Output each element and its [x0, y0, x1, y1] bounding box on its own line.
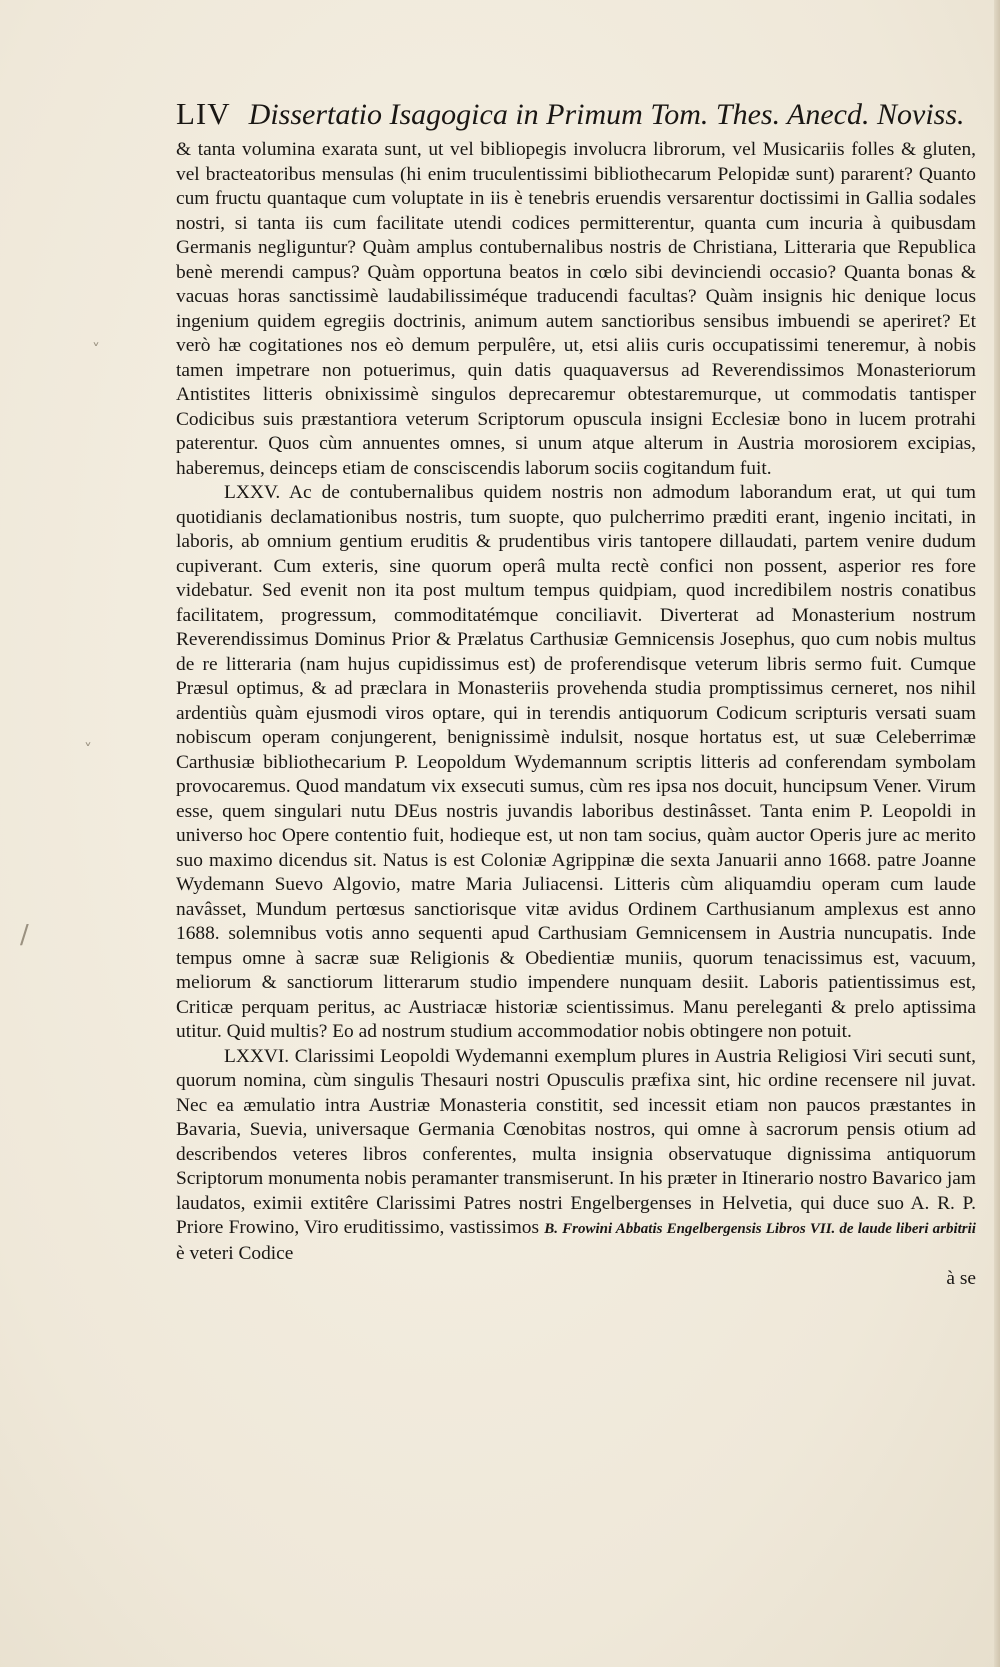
paragraph-tail: è veteri Codice — [176, 1242, 294, 1264]
body-text — [176, 138, 976, 1266]
running-title: Dissertatio Isagogica in Primum Tom. Thes. Anecd. Noviss. — [248, 98, 965, 131]
folio-number: LIV — [176, 96, 231, 131]
margin-mark: ˅ — [84, 740, 92, 759]
paragraph-last — [176, 1045, 976, 1267]
inline-book-title: B. Frowini Abbatis Engelbergensis Libros VII. de laude liberi arbitrii — [544, 1221, 976, 1237]
margin-mark: ˅ — [92, 340, 100, 359]
paragraph: & tanta volumina exarata sunt, ut vel bibliopegis involucra librorum, vel Musicariis folles & gluten, vel bracteatoribus mensulas (hi enim truculentissimi bibliothecarum Pelopidæ sunt) pararent? Quanto cum fructu quantaque cum voluptate in iis è tenebris eruendis versarentur doctissimi in Gallia sodales nostri, si tanta iis cum facilitate utendi codices permitterentur, quanta cum incuria à quibusdam Germanis negliguntur? Quàm amplus contubernalibus nostris de Christiana, Litteraria que Republica benè merendi campus? Quàm opportuna beatos in cœlo sibi devinciendi occasio? Quanta bonas & vacuas horas sanctissimè laudabilissiméque traducendi facultas? Quàm insignis hic denique locus ingenium quidem egregiis doctrinis, animum autem sanctioribus sensibus imbuendi se aperiret? Et verò hæ cogitationes nos eò demum perpulêre, ut, etsi aliis curis occupatissimi teneremur, à nobis tamen impetrare non potuerimus, quin datis quaquaversus ad Reverendissimos Monasteriorum Antistites litteris obnixissimè singulos deprecaremur obtestaremurque, ut commodatis tantisper Codicibus suis præstantiora veterum Scriptorum opuscula insigni Ecclesiæ bono in lucem protrahi paterentur. Quos cùm annuentes omnes, si unum atque alterum in Austria morosiorem excipias, haberemus, deinceps etiam de consciscendis laborum sociis cogitandum fuit. — [176, 139, 976, 479]
paragraph-text: LXXVI. Clarissimi Leopoldi Wydemanni exemplum plures in Austria Religiosi Viri secuti sunt, quorum nomina, cùm singulis Thesauri nostri Opusculis præfixa sint, hic ordine recensere nil juvat. Nec ea æmulatio intra Austriæ Monasteria constitit, sed incessit etiam non paucos præstantes in Bavaria, Suevia, universaque Germania Cœnobitas nostros, qui omne à sacrorum pensis otium ad describendos veteres libros conferentes, multa insignia observatuque dignissima antiquorum Scriptorum monumenta nobis peramanter transmiserunt. In his præter in Itinerario nostro Bavarico jam laudatos, eximii extitêre Clarissimi Patres nostri Engelbergenses in Helvetia, qui duce suo A. R. P. Priore Frowino, Viro eruditissimo, vastissimos — [176, 1045, 976, 1238]
margin-mark: / — [20, 920, 29, 950]
running-head — [176, 96, 976, 132]
text-page — [176, 96, 976, 1290]
catchword: à se — [946, 1268, 976, 1289]
paragraph: LXXV. Ac de contubernalibus quidem nostris non admodum laborandum erat, ut qui tum quotidianis declamationibus nostris, tum suopte, quo pulcherrimo præditi erant, ingenio incitati, in laboris, ab omnium gentium eruditis & prudentibus viris tantopere dillaudati, partem venire dudum cupiverant. Cum exteris, sine quorum operâ multa rectè confici non possent, asperior res fore videbatur. Sed evenit non ita post multum tempus quidpiam, quod incredibilem nostris conatibus facilitatem, progressum, commoditatémque conciliavit. Diverterat ad Monasterium nostrum Reverendissimus Dominus Prior & Prælatus Carthusiæ Gemnicensis Josephus, quo cum nobis multus de re litteraria (nam hujus cupidissimus est) de proferendisque veterum libris sermo fuit. Cumque Præsul optimus, & ad præclara in Monasteriis provehenda studia promptissimus cerneret, nos nihil ardentiùs quàm ejusmodi viros optare, qui in terendis antiquorum Codicum scripturis versati suam nobiscum operam conjungerent, benignissimè indulsit, nosque hortatus est, ut suæ Celeberrimæ Carthusiæ bibliothecarium P. Leopoldum Wydemannum scriptis litteris ad conferendam symbolam provocaremus. Quod mandatum vix exsecuti sumus, cùm res ipsa nos docuit, huncipsum Vener. Virum esse, quem singulari nutu DEus nostris juvandis laboribus destinâsset. Tanta enim P. Leopoldi in universo hoc Opere contentio fuit, hodieque est, ut non tam socius, quàm auctor Operis jure ac merito suo maximo dicendus sit. Natus is est Coloniæ Agrippinæ die sexta Januarii anno 1668. patre Joanne Wydemann Suevo Algovio, matre Maria Juliacensi. Litteris cùm aliquamdiu operam cum laude navâsset, Mundum pertœsus sanctiorisque vitæ avidus Ordinem Carthusianum amplexus est anno 1688. solemnibus votis anno sequenti apud Carthusiam Gemnicensem in Austria nuncupatis. Inde tempus omne à sacræ suæ Religionis & Obedientiæ muniis, quorum tenacissimus est, vacuum, meliorum & sanctiorum litterarum studio impendere nunquam desiit. Laboris patientissimus est, Criticæ perquam peritus, ac Austriacæ historiæ scientissimus. Manu pereleganti & prelo aptissima utitur. Quid multis? Eo ad nostrum studium accommodatior nobis obtingere non potuit. — [176, 482, 976, 1042]
page-edge — [994, 0, 1000, 1667]
